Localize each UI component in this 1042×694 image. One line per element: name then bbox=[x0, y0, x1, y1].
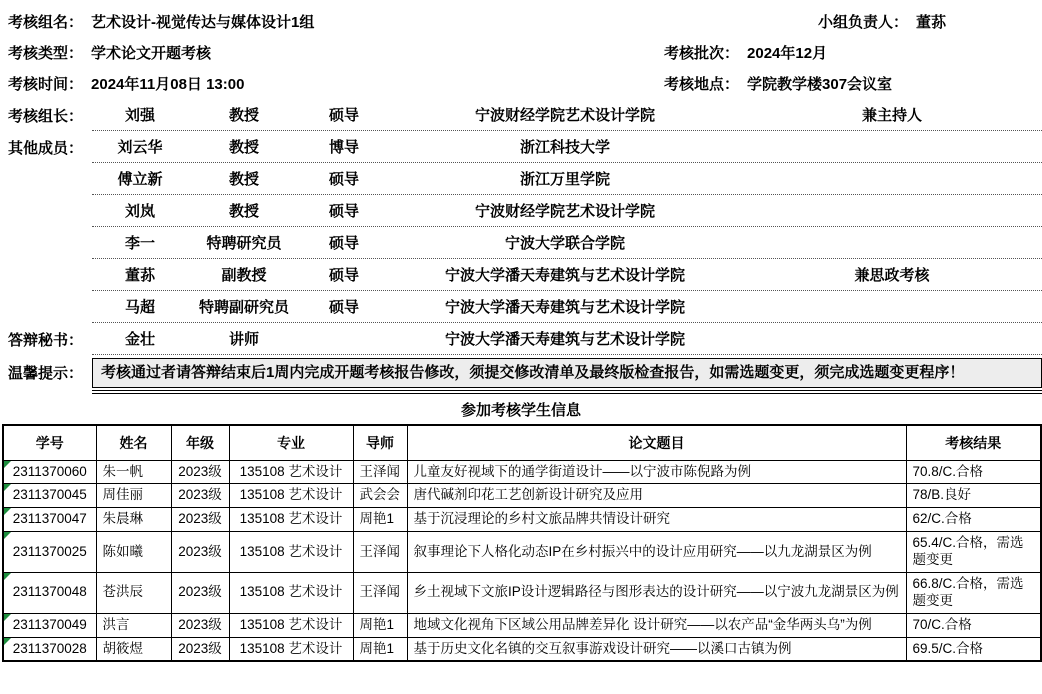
student-id-cell[interactable] bbox=[3, 637, 96, 661]
student-id: 2311370047 bbox=[12, 511, 87, 527]
member-title: 教授 bbox=[228, 139, 259, 156]
member-name: 刘云华 bbox=[117, 139, 163, 156]
batch-label: 考核批次： bbox=[664, 45, 740, 62]
location-pair bbox=[656, 73, 1042, 94]
member-institution: 宁波大学潘天寿建筑与艺术设计学院 bbox=[444, 331, 685, 348]
student-major-cell[interactable]: 135108 艺术设计 bbox=[229, 572, 353, 613]
member-degree: 硕导 bbox=[328, 267, 359, 284]
student-row bbox=[3, 508, 1041, 532]
member-degree: 博导 bbox=[328, 139, 359, 156]
student-advisor-cell[interactable]: 周艳1 bbox=[353, 637, 407, 661]
member-title: 副教授 bbox=[221, 267, 267, 284]
student-id: 2311370048 bbox=[12, 584, 87, 600]
leader-value: 董荪 bbox=[915, 14, 946, 31]
student-result-cell[interactable]: 69.5/C.合格 bbox=[906, 637, 1041, 661]
member-institution: 宁波大学潘天寿建筑与艺术设计学院 bbox=[444, 267, 685, 284]
student-result-cell[interactable]: 62/C.合格 bbox=[906, 508, 1041, 532]
student-row bbox=[3, 484, 1041, 508]
student-name-cell[interactable]: 胡筱煜 bbox=[96, 637, 171, 661]
committee-row-body bbox=[92, 227, 1042, 259]
committee-role-label: 答辩秘书： bbox=[8, 331, 84, 349]
member-institution: 宁波大学联合学院 bbox=[504, 235, 625, 252]
committee-role-label bbox=[0, 163, 92, 195]
member-degree: 硕导 bbox=[328, 171, 359, 188]
student-result-cell[interactable]: 65.4/C.合格，需选题变更 bbox=[906, 532, 1041, 573]
committee-role-label: 考核组长： bbox=[8, 107, 84, 125]
student-name-cell[interactable]: 洪言 bbox=[96, 613, 171, 637]
committee-row bbox=[0, 227, 1042, 259]
committee-row bbox=[0, 99, 1042, 131]
student-major-cell[interactable]: 135108 艺术设计 bbox=[229, 613, 353, 637]
student-id: 2311370028 bbox=[12, 640, 87, 656]
student-id: 2311370049 bbox=[12, 616, 87, 632]
cell-flag-triangle-icon bbox=[4, 484, 11, 491]
header-advisor: 导师 bbox=[353, 425, 407, 461]
student-major-cell[interactable]: 135108 艺术设计 bbox=[229, 460, 353, 484]
member-degree: 硕导 bbox=[328, 107, 359, 124]
member-title: 特聘研究员 bbox=[206, 235, 282, 252]
committee-row-body bbox=[92, 323, 1042, 355]
cell-flag-triangle-icon bbox=[4, 461, 11, 468]
committee-row bbox=[0, 291, 1042, 323]
student-id-cell[interactable] bbox=[3, 572, 96, 613]
student-name-cell[interactable]: 周佳丽 bbox=[96, 484, 171, 508]
committee-row-body bbox=[92, 291, 1042, 323]
committee-list bbox=[0, 99, 1042, 355]
form-row-group bbox=[0, 6, 1042, 37]
cell-flag-triangle-icon bbox=[4, 532, 11, 539]
time-value: 2024年11月08日 13:00 bbox=[91, 76, 245, 93]
member-name: 刘岚 bbox=[124, 203, 155, 220]
form-row-time bbox=[0, 68, 1042, 99]
committee-row bbox=[0, 163, 1042, 195]
students-header-row bbox=[3, 425, 1041, 461]
committee-role-label: 其他成员： bbox=[8, 139, 84, 157]
student-row bbox=[3, 460, 1041, 484]
student-advisor-cell[interactable]: 周艳1 bbox=[353, 508, 407, 532]
committee-row-body bbox=[92, 99, 1042, 131]
student-row bbox=[3, 572, 1041, 613]
member-title: 特聘副研究员 bbox=[198, 299, 289, 316]
member-name: 李一 bbox=[124, 235, 155, 252]
student-advisor-cell[interactable]: 武会会 bbox=[353, 484, 407, 508]
student-major-cell[interactable]: 135108 艺术设计 bbox=[229, 532, 353, 573]
students-table bbox=[2, 424, 1042, 663]
student-id-cell[interactable] bbox=[3, 613, 96, 637]
member-institution: 宁波大学潘天寿建筑与艺术设计学院 bbox=[444, 299, 685, 316]
student-grade-cell[interactable]: 2023级 bbox=[171, 460, 229, 484]
student-id: 2311370025 bbox=[12, 543, 87, 559]
student-name-cell[interactable]: 苍洪辰 bbox=[96, 572, 171, 613]
member-degree: 硕导 bbox=[328, 203, 359, 220]
header-name: 姓名 bbox=[96, 425, 171, 461]
batch-pair bbox=[656, 42, 1042, 63]
member-note: 兼主持人 bbox=[861, 107, 922, 124]
student-result-cell[interactable]: 70.8/C.合格 bbox=[906, 460, 1041, 484]
student-major-cell[interactable]: 135108 艺术设计 bbox=[229, 637, 353, 661]
header-thesis: 论文题目 bbox=[407, 425, 906, 461]
member-degree: 硕导 bbox=[328, 299, 359, 316]
member-name: 刘强 bbox=[124, 107, 155, 124]
leader-pair bbox=[810, 11, 946, 32]
students-table-title: 参加考核学生信息 bbox=[460, 401, 581, 419]
student-advisor-cell[interactable]: 周艳1 bbox=[353, 613, 407, 637]
time-label: 考核时间： bbox=[8, 76, 84, 93]
type-label: 考核类型： bbox=[8, 45, 84, 62]
student-advisor-cell[interactable]: 王泽闻 bbox=[353, 572, 407, 613]
cell-flag-triangle-icon bbox=[4, 614, 11, 621]
member-title: 讲师 bbox=[228, 331, 259, 348]
student-major-cell[interactable]: 135108 艺术设计 bbox=[229, 484, 353, 508]
double-rule-divider bbox=[92, 390, 1042, 394]
student-result-cell[interactable]: 78/B.良好 bbox=[906, 484, 1041, 508]
student-advisor-cell[interactable]: 王泽闻 bbox=[353, 532, 407, 573]
committee-row-body bbox=[92, 259, 1042, 291]
header-result: 考核结果 bbox=[906, 425, 1041, 461]
student-thesis-cell[interactable]: 乡土视域下文旅IP设计逻辑路径与图形表达的设计研究——以宁波九龙湖景区为例 bbox=[407, 572, 906, 613]
header-grade: 年级 bbox=[171, 425, 229, 461]
student-grade-cell[interactable]: 2023级 bbox=[171, 484, 229, 508]
committee-row bbox=[0, 259, 1042, 291]
student-thesis-cell[interactable]: 唐代碱剂印花工艺创新设计研究及应用 bbox=[407, 484, 906, 508]
member-note: 兼思政考核 bbox=[854, 267, 930, 284]
member-institution: 浙江科技大学 bbox=[519, 139, 610, 156]
committee-row bbox=[0, 323, 1042, 355]
committee-role-label bbox=[0, 195, 92, 227]
student-result-cell[interactable]: 70/C.合格 bbox=[906, 613, 1041, 637]
student-thesis-cell[interactable]: 基于沉浸理论的乡村文旅品牌共情设计研究 bbox=[407, 508, 906, 532]
member-degree: 硕导 bbox=[328, 235, 359, 252]
student-grade-cell[interactable]: 2023级 bbox=[171, 613, 229, 637]
student-id-cell[interactable] bbox=[3, 460, 96, 484]
student-name-cell[interactable]: 朱晨琳 bbox=[96, 508, 171, 532]
student-row bbox=[3, 532, 1041, 573]
student-name-cell[interactable]: 朱一帆 bbox=[96, 460, 171, 484]
tip-text-box: 考核通过者请答辩结束后1周内完成开题考核报告修改，须提交修改清单及最终版检查报告，如需选题变更，须完成选题变更程序！ bbox=[92, 358, 1042, 388]
cell-flag-triangle-icon bbox=[4, 508, 11, 515]
student-id: 2311370060 bbox=[12, 463, 87, 479]
batch-value: 2024年12月 bbox=[747, 45, 828, 62]
leader-label: 小组负责人： bbox=[817, 14, 908, 31]
student-result-cell[interactable]: 66.8/C.合格，需选题变更 bbox=[906, 572, 1041, 613]
header-major: 专业 bbox=[229, 425, 353, 461]
student-id-cell[interactable] bbox=[3, 484, 96, 508]
student-thesis-cell[interactable]: 基于历史文化名镇的交互叙事游戏设计研究——以溪口古镇为例 bbox=[407, 637, 906, 661]
member-institution: 浙江万里学院 bbox=[519, 171, 610, 188]
form-row-type bbox=[0, 37, 1042, 68]
type-value: 学术论文开题考核 bbox=[91, 45, 212, 62]
member-name: 董荪 bbox=[124, 267, 155, 284]
committee-row bbox=[0, 131, 1042, 163]
member-title: 教授 bbox=[228, 171, 259, 188]
committee-role-label bbox=[0, 291, 92, 323]
student-grade-cell[interactable]: 2023级 bbox=[171, 508, 229, 532]
group-name-label: 考核组名： bbox=[8, 14, 84, 31]
header-student-id: 学号 bbox=[3, 425, 96, 461]
student-major-cell[interactable]: 135108 艺术设计 bbox=[229, 508, 353, 532]
student-grade-cell[interactable]: 2023级 bbox=[171, 572, 229, 613]
member-title: 教授 bbox=[228, 107, 259, 124]
students-table-body bbox=[3, 460, 1041, 661]
committee-role-label bbox=[0, 259, 92, 291]
location-label: 考核地点： bbox=[664, 76, 740, 93]
assessment-form-header bbox=[0, 0, 1042, 99]
student-id: 2311370045 bbox=[12, 487, 87, 503]
location-value: 学院教学楼307会议室 bbox=[747, 76, 893, 93]
student-id-cell[interactable] bbox=[3, 508, 96, 532]
committee-row-body bbox=[92, 195, 1042, 227]
group-name-value: 艺术设计-视觉传达与媒体设计1组 bbox=[91, 14, 315, 31]
student-id-cell[interactable] bbox=[3, 532, 96, 573]
committee-role-label bbox=[0, 227, 92, 259]
student-thesis-cell[interactable]: 地域文化视角下区域公用品牌差异化 设计研究——以农产品“金华两头乌”为例 bbox=[407, 613, 906, 637]
tip-row bbox=[0, 358, 1042, 388]
member-institution: 宁波财经学院艺术设计学院 bbox=[474, 107, 655, 124]
cell-flag-triangle-icon bbox=[4, 573, 11, 580]
cell-flag-triangle-icon bbox=[4, 638, 11, 645]
committee-row bbox=[0, 195, 1042, 227]
member-institution: 宁波财经学院艺术设计学院 bbox=[474, 203, 655, 220]
student-grade-cell[interactable]: 2023级 bbox=[171, 532, 229, 573]
member-name: 金壮 bbox=[124, 331, 155, 348]
member-title: 教授 bbox=[228, 203, 259, 220]
committee-row-body bbox=[92, 131, 1042, 163]
student-thesis-cell[interactable]: 叙事理论下人格化动态IP在乡村振兴中的设计应用研究——以九龙湖景区为例 bbox=[407, 532, 906, 573]
committee-row-body bbox=[92, 163, 1042, 195]
student-grade-cell[interactable]: 2023级 bbox=[171, 637, 229, 661]
student-advisor-cell[interactable]: 王泽闻 bbox=[353, 460, 407, 484]
member-name: 马超 bbox=[124, 299, 155, 316]
student-thesis-cell[interactable]: 儿童友好视域下的通学街道设计——以宁波市陈倪路为例 bbox=[407, 460, 906, 484]
student-row bbox=[3, 613, 1041, 637]
tip-label: 温馨提示： bbox=[8, 365, 84, 383]
student-row bbox=[3, 637, 1041, 661]
student-name-cell[interactable]: 陈如曦 bbox=[96, 532, 171, 573]
member-name: 傅立新 bbox=[117, 171, 163, 188]
